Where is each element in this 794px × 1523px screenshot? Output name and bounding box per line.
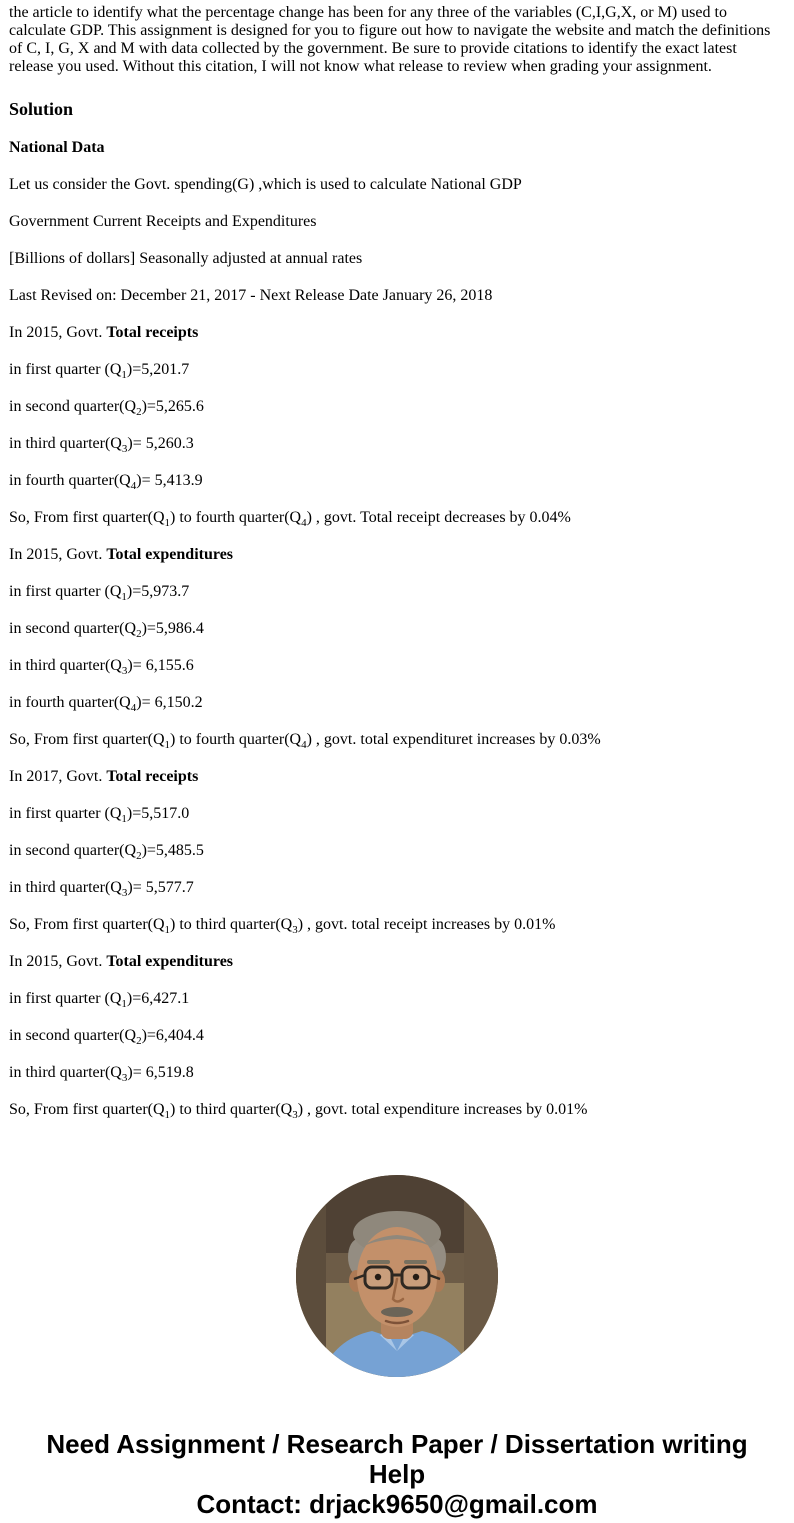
text-segment: in first quarter (Q bbox=[9, 361, 122, 378]
text-segment: )=6,427.1 bbox=[126, 990, 190, 1007]
text-segment: )= 6,150.2 bbox=[136, 694, 203, 711]
text-segment: In 2015, Govt. bbox=[9, 953, 107, 970]
text-segment: So, From first quarter(Q bbox=[9, 731, 165, 748]
assignment-intro-paragraph: the article to identify what the percentage change has been for any three of the variables (C,I,G,X, or M) used to calculate GDP. This assignment is designed for you to figure out how to navigate the website and match the definitions of C, I, G, X and M with data collected by the government. Be sure to provide citations to identify the exact latest release you used. Without this citation, I will not know what release to review when grading your assignment. bbox=[9, 4, 771, 75]
text-segment: )= 6,155.6 bbox=[127, 657, 194, 674]
value-line bbox=[9, 397, 785, 419]
text-segment: in third quarter(Q bbox=[9, 1064, 122, 1081]
bold-text: National Data bbox=[9, 139, 105, 156]
subscript: 3 bbox=[121, 665, 128, 678]
conclusion-line bbox=[9, 508, 785, 530]
text-segment: ) , govt. total expendituret increases by 0.03% bbox=[306, 731, 601, 748]
solution-body bbox=[9, 138, 785, 1122]
value-line bbox=[9, 693, 785, 715]
footer-help-text: Need Assignment / Research Paper / Dissertation writing Help bbox=[46, 1429, 748, 1489]
subscript: 1 bbox=[164, 517, 171, 530]
govt-spending-intro bbox=[9, 175, 785, 194]
subscript: 4 bbox=[130, 480, 137, 493]
text-segment: )= 5,577.7 bbox=[127, 879, 194, 896]
subscript: 2 bbox=[136, 406, 142, 419]
subscript: 4 bbox=[301, 739, 307, 752]
conclusion-line bbox=[9, 1100, 785, 1122]
dataset-units bbox=[9, 249, 785, 268]
text-segment: )=5,201.7 bbox=[126, 361, 190, 378]
text-segment: in second quarter(Q bbox=[9, 842, 137, 859]
subscript: 1 bbox=[121, 369, 127, 382]
text-segment: )=6,404.4 bbox=[141, 1027, 204, 1044]
text-segment: Government Current Receipts and Expenditures bbox=[9, 213, 317, 230]
text-segment: In 2017, Govt. bbox=[9, 768, 107, 785]
text-segment: )=5,265.6 bbox=[141, 398, 204, 415]
text-segment: in first quarter (Q bbox=[9, 805, 122, 822]
value-line bbox=[9, 582, 785, 604]
text-segment: So, From first quarter(Q bbox=[9, 916, 165, 933]
subscript: 1 bbox=[121, 813, 127, 826]
profile-photo-illustration bbox=[296, 1175, 498, 1377]
subscript: 1 bbox=[121, 591, 127, 604]
text-segment: Last Revised on: December 21, 2017 - Next Release Date January 26, 2018 bbox=[9, 287, 493, 304]
subscript: 2 bbox=[136, 628, 142, 641]
text-segment: )=5,973.7 bbox=[126, 583, 190, 600]
subscript: 1 bbox=[164, 739, 171, 752]
subscript: 4 bbox=[130, 702, 137, 715]
text-segment: )= 5,413.9 bbox=[136, 472, 203, 489]
bold-text: Total expenditures bbox=[106, 953, 234, 970]
bold-text: Total receipts bbox=[106, 768, 199, 785]
contact-email-line: Contact: drjack9650@gmail.com bbox=[196, 1489, 598, 1519]
value-line bbox=[9, 360, 785, 382]
text-segment: ) to fourth quarter(Q bbox=[170, 731, 302, 748]
text-segment: in fourth quarter(Q bbox=[9, 694, 131, 711]
text-segment: ) , govt. total receipt increases by 0.01% bbox=[297, 916, 556, 933]
text-segment: in third quarter(Q bbox=[9, 435, 122, 452]
profile-photo bbox=[296, 1175, 498, 1377]
section-2017-total-receipts bbox=[9, 767, 785, 786]
value-line bbox=[9, 804, 785, 826]
revision-line bbox=[9, 286, 785, 305]
text-segment: ) to third quarter(Q bbox=[170, 1101, 293, 1118]
subscript: 3 bbox=[121, 443, 128, 456]
subscript: 3 bbox=[292, 1109, 298, 1122]
subscript: 3 bbox=[121, 1072, 128, 1085]
footer-help-banner bbox=[29, 1429, 765, 1519]
subscript: 1 bbox=[121, 998, 127, 1011]
section-2015-total-expenditures-2 bbox=[9, 952, 785, 971]
conclusion-line bbox=[9, 730, 785, 752]
bold-text: Total expenditures bbox=[106, 546, 234, 563]
text-segment: ) to fourth quarter(Q bbox=[170, 509, 302, 526]
subscript: 4 bbox=[301, 517, 307, 530]
text-segment: )=5,517.0 bbox=[126, 805, 190, 822]
section-2015-total-receipts bbox=[9, 323, 785, 342]
value-line bbox=[9, 989, 785, 1011]
value-line bbox=[9, 1026, 785, 1048]
text-segment: )=5,485.5 bbox=[141, 842, 204, 859]
avatar-row bbox=[9, 1175, 785, 1377]
text-segment: ) , govt. Total receipt decreases by 0.04% bbox=[306, 509, 571, 526]
text-segment: )=5,986.4 bbox=[141, 620, 204, 637]
value-line bbox=[9, 1063, 785, 1085]
text-segment: [Billions of dollars] Seasonally adjusted at annual rates bbox=[9, 250, 363, 267]
text-segment: ) to third quarter(Q bbox=[170, 916, 293, 933]
subscript: 3 bbox=[121, 887, 128, 900]
text-segment: So, From first quarter(Q bbox=[9, 509, 165, 526]
value-line bbox=[9, 471, 785, 493]
value-line bbox=[9, 878, 785, 900]
value-line bbox=[9, 619, 785, 641]
conclusion-line bbox=[9, 915, 785, 937]
text-segment: in first quarter (Q bbox=[9, 990, 122, 1007]
subscript: 1 bbox=[164, 924, 171, 937]
value-line bbox=[9, 841, 785, 863]
dataset-title bbox=[9, 212, 785, 231]
text-segment: In 2015, Govt. bbox=[9, 324, 107, 341]
text-segment: ) , govt. total expenditure increases by 0.01% bbox=[297, 1101, 588, 1118]
text-segment: in third quarter(Q bbox=[9, 879, 122, 896]
text-segment: So, From first quarter(Q bbox=[9, 1101, 165, 1118]
value-line bbox=[9, 434, 785, 456]
solution-heading: Solution bbox=[9, 99, 74, 119]
text-segment: in third quarter(Q bbox=[9, 657, 122, 674]
subscript: 1 bbox=[164, 1109, 171, 1122]
subscript: 2 bbox=[136, 850, 142, 863]
value-line bbox=[9, 656, 785, 678]
text-segment: in second quarter(Q bbox=[9, 620, 137, 637]
bold-text: Total receipts bbox=[106, 324, 199, 341]
subscript: 2 bbox=[136, 1035, 142, 1048]
text-segment: in second quarter(Q bbox=[9, 398, 137, 415]
text-segment: In 2015, Govt. bbox=[9, 546, 107, 563]
section-2015-total-expenditures bbox=[9, 545, 785, 564]
text-segment: )= 5,260.3 bbox=[127, 435, 194, 452]
subscript: 3 bbox=[292, 924, 298, 937]
text-segment: )= 6,519.8 bbox=[127, 1064, 194, 1081]
text-segment: in fourth quarter(Q bbox=[9, 472, 131, 489]
text-segment: in second quarter(Q bbox=[9, 1027, 137, 1044]
text-segment: in first quarter (Q bbox=[9, 583, 122, 600]
text-segment: Let us consider the Govt. spending(G) ,which is used to calculate National GDP bbox=[9, 176, 522, 193]
national-data-heading bbox=[9, 138, 785, 157]
